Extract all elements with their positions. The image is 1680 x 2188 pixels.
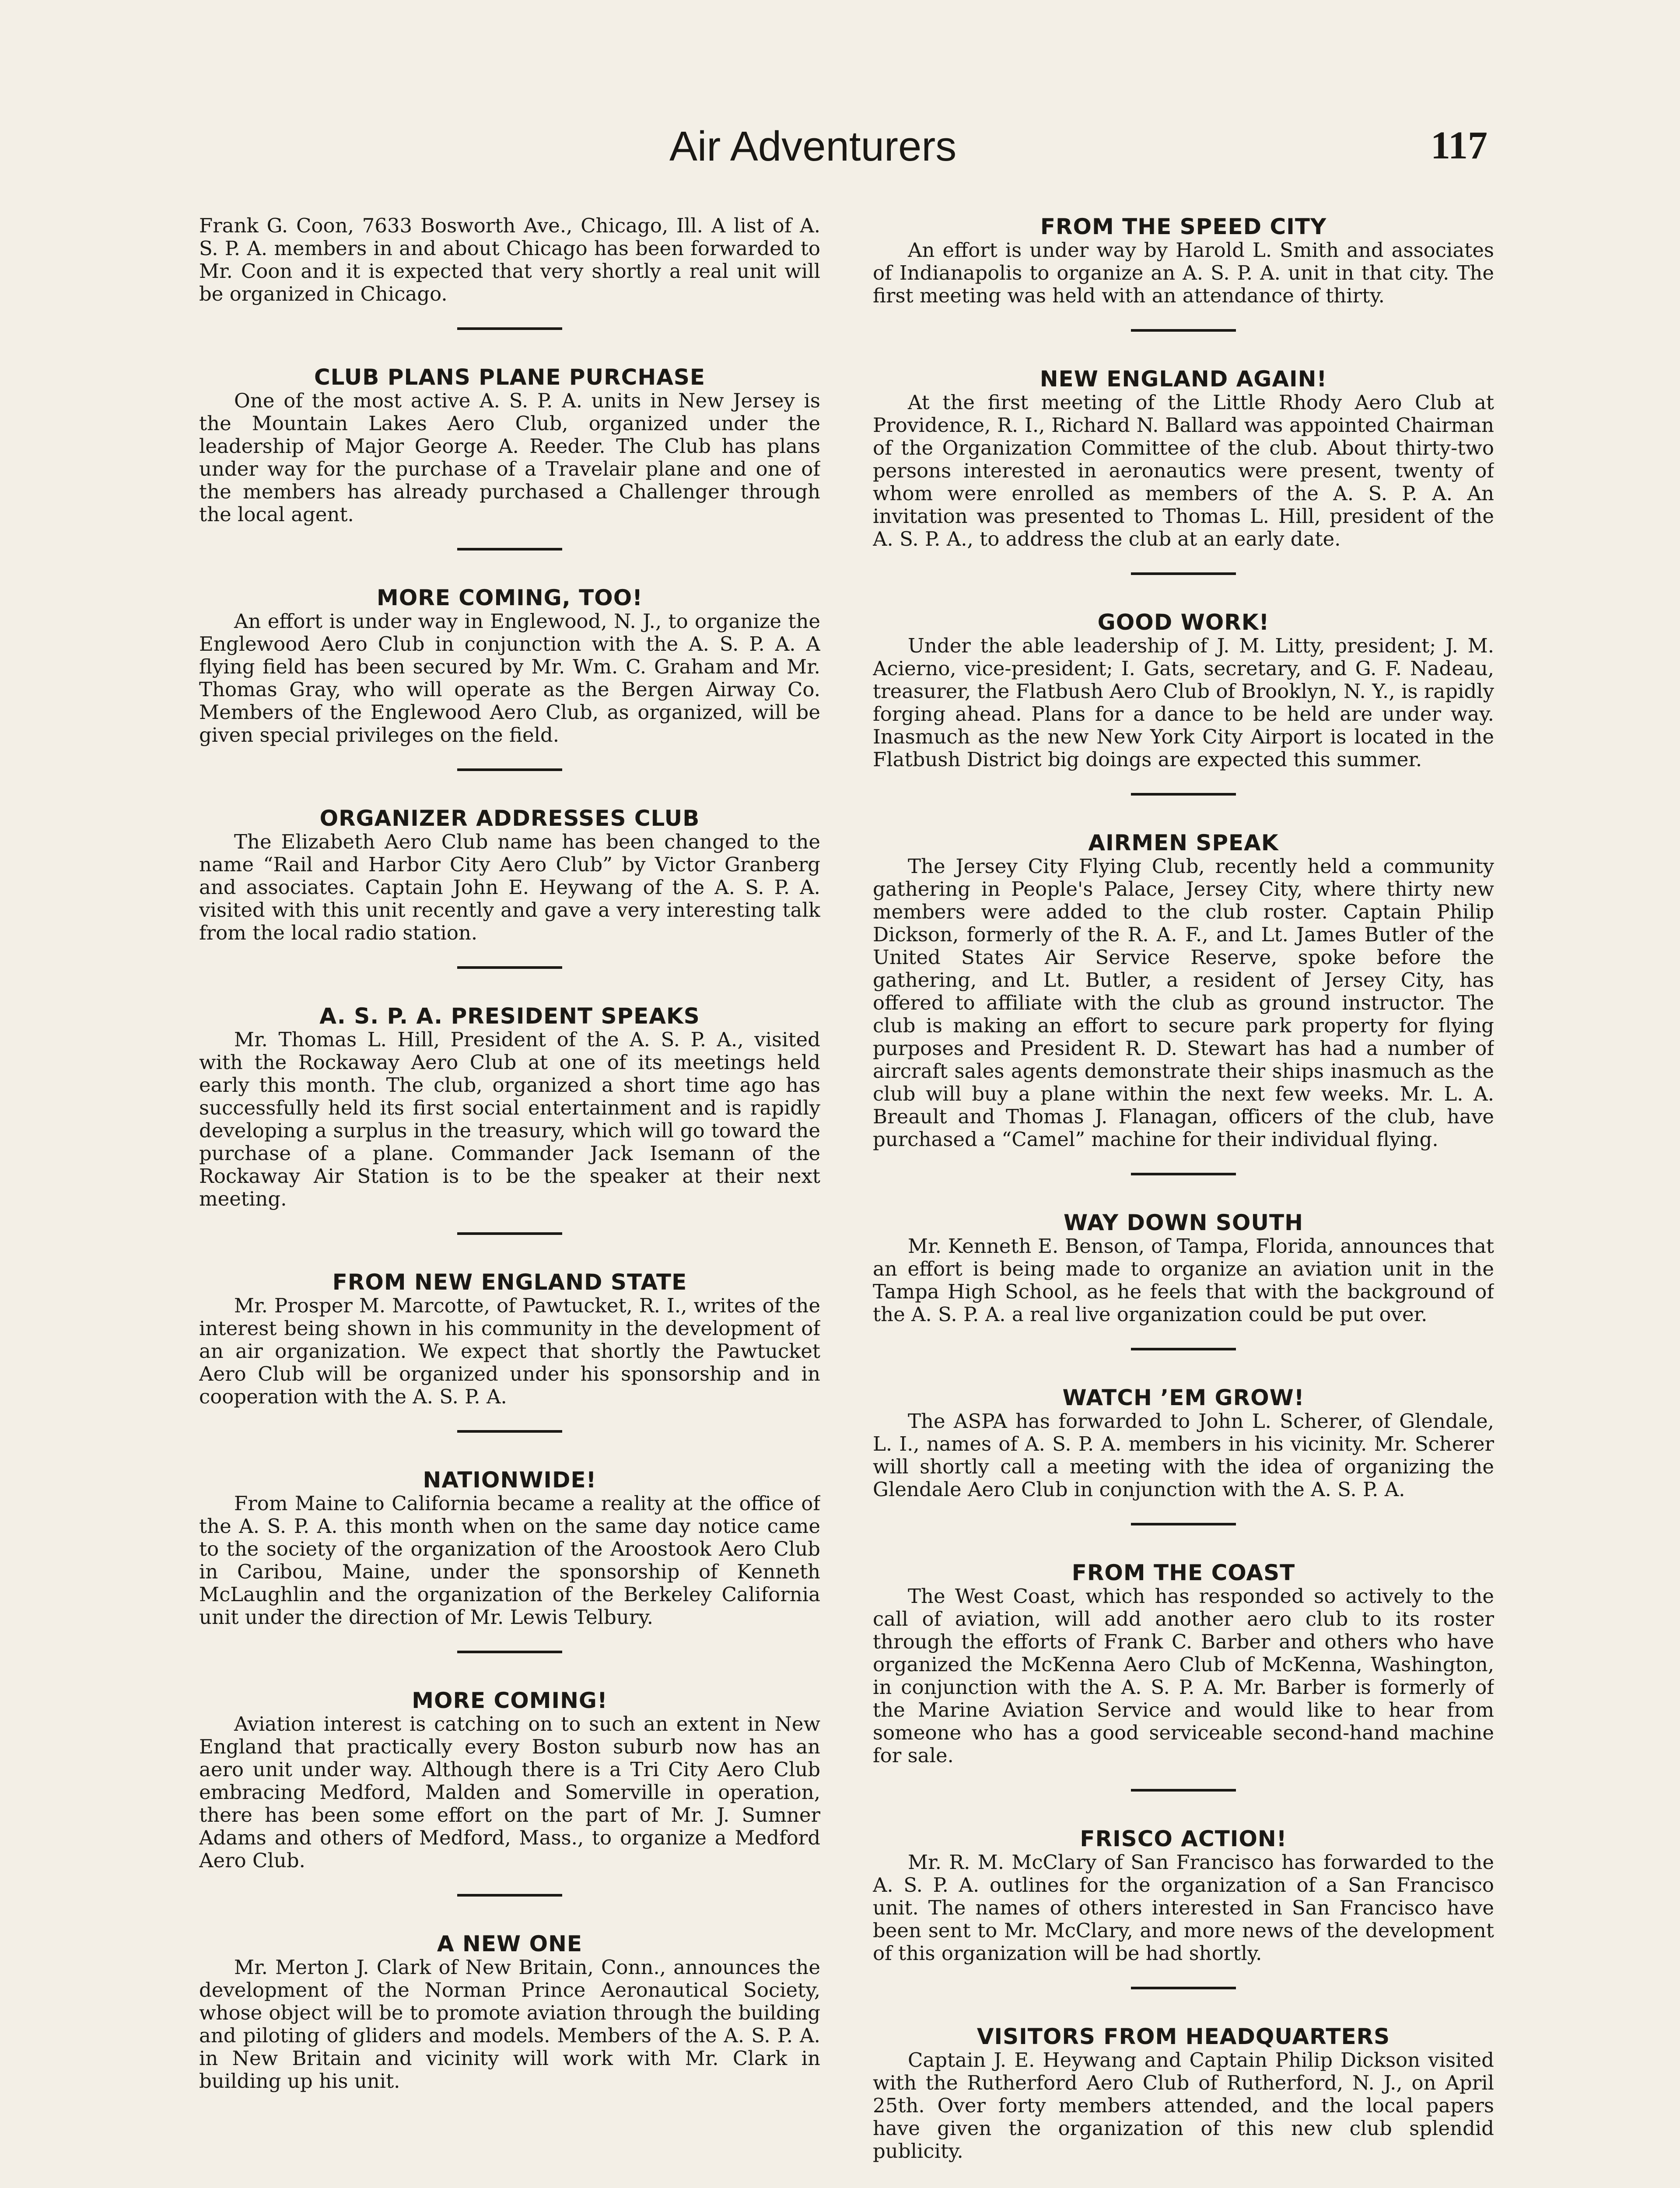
article-body: The Jersey City Flying Club, recently held a community gathering in People's Palace, Jersey City, where thirty new members were added to the club roster. Captain Philip Dickson, formerly of the R. A. F., and Lt. James Butler of the United States Air Service Reserve, spoke before the gathering, and Lt. Butler, a resident of Jersey City, has offered to affiliate with the club as ground instructor. The club is making an effort to secure park property for flying purposes and President R. D. Stewart has had a number of aircraft sales agents demonstrate their ships inasmuch as the club will buy a plane within the next few weeks. Mr. L. A. Breault and Thomas J. Flanagan, officers of the club, have purchased a “Camel” machine for their individual flying. [873, 855, 1494, 1151]
section-divider [1131, 1173, 1236, 1175]
article [873, 367, 1494, 551]
section-divider [1131, 572, 1236, 575]
article [873, 610, 1494, 771]
section-divider [1131, 793, 1236, 796]
article [199, 1468, 820, 1629]
article-heading: FROM THE SPEED CITY [1040, 214, 1327, 239]
article-heading: FRISCO ACTION! [1080, 1826, 1287, 1851]
article [873, 2024, 1494, 2163]
article [199, 1932, 820, 2093]
article-body: Mr. Merton J. Clark of New Britain, Conn., announces the development of the Norman Prince Aeronautical Society, whose object will be to promote aviation through the building and piloting of gliders and models. Members of the A. S. P. A. in New Britain and vicinity will work with Mr. Clark in building up his unit. [199, 1956, 820, 2093]
article [873, 1385, 1494, 1501]
article-body: At the first meeting of the Little Rhody Aero Club at Providence, R. I., Richard N. Ballard was appointed Chairman of the Organization Committee of the club. About thirty-two persons interested in aeronautics were present, twenty of whom were enrolled as members of the A. S. P. A. An invitation was presented to Thomas L. Hill, president of the A. S. P. A., to address the club at an early date. [873, 391, 1494, 551]
article-body: The ASPA has forwarded to John L. Scherer, of Glendale, L. I., names of A. S. P. A. members in his vicinity. Mr. Scherer will shortly call a meeting with the idea of organizing the Glendale Aero Club in conjunction with the A. S. P. A. [873, 1410, 1494, 1501]
page-title: Air Adventurers [669, 123, 957, 170]
left-column [199, 214, 820, 2188]
article-heading: WATCH ’EM GROW! [1062, 1385, 1305, 1410]
article-body: One of the most active A. S. P. A. units in New Jersey is the Mountain Lakes Aero Club, organized under the leadership of Major George A. Reeder. The Club has plans under way for the purchase of a Travelair plane and one of the members has already purchased a Challenger through the local agent. [199, 389, 820, 526]
article-heading: FROM NEW ENGLAND STATE [332, 1269, 687, 1295]
article-body: An effort is under way by Harold L. Smith and associates of Indianapolis to organize an A. S. P. A. unit in that city. The first meeting was held with an attendance of thirty. [873, 238, 1494, 307]
article-body: Mr. Kenneth E. Benson, of Tampa, Florida, announces that an effort is being made to organize an aviation unit in the Tampa High School, as he feels that with the background of the A. S. P. A. a real live organization could be put over. [873, 1234, 1494, 1326]
section-divider [1131, 1348, 1236, 1350]
article-body: An effort is under way in Englewood, N. J., to organize the Englewood Aero Club in conjunction with the A. S. P. A. A flying field has been secured by Mr. Wm. C. Graham and Mr. Thomas Gray, who will operate as the Bergen Airway Co. Members of the Englewood Aero Club, as organized, will be given special privileges on the field. [199, 610, 820, 747]
article-heading: FROM THE COAST [1071, 1560, 1295, 1585]
article [199, 1004, 820, 1210]
section-divider [1131, 1789, 1236, 1792]
article [199, 1270, 820, 1408]
article-body: The Elizabeth Aero Club name has been changed to the name “Rail and Harbor City Aero Club” by Victor Granberg and associates. Captain John E. Heywang of the A. S. P. A. visited with this unit recently and gave a very interesting talk from the local radio station. [199, 830, 820, 944]
article-heading: AIRMEN SPEAK [1088, 830, 1279, 856]
article-heading: NATIONWIDE! [423, 1467, 597, 1493]
article-body: Under the able leadership of J. M. Litty, president; J. M. Acierno, vice-president; I. Gats, secretary, and G. F. Nadeau, treasurer, the Flatbush Aero Club of Brooklyn, N. Y., is rapidly forging ahead. Plans for a dance to be held are under way. Inasmuch as the new New York City Airport is located in the Flatbush District big doings are expected this summer. [873, 634, 1494, 771]
article-body: Mr. R. M. McClary of San Francisco has forwarded to the A. S. P. A. outlines for the organization of a San Francisco unit. The names of others interested in San Francisco have been sent to Mr. McClary, and more news of the development of this organization will be had shortly. [873, 1851, 1494, 1965]
article [873, 831, 1494, 1151]
section-divider [1131, 1523, 1236, 1525]
section-divider [1131, 329, 1236, 332]
page-header [0, 109, 1680, 179]
article-body: Mr. Thomas L. Hill, President of the A. S. P. A., visited with the Rockaway Aero Club at one of its meetings held early this month. The club, organized a short time ago has successfully held its first social entertainment and is rapidly developing a surplus in the treasury, which will go toward the purchase of a plane. Commander Jack Isemann of the Rockaway Air Station is to be the speaker at their next meeting. [199, 1028, 820, 1210]
article-body: Aviation interest is catching on to such an extent in New England that practically every Boston suburb now has an aero unit under way. Although there is a Tri City Aero Club embracing Medford, Malden and Somerville in operation, there has been some effort on the part of Mr. J. Sumner Adams and others of Medford, Mass., to organize a Medford Aero Club. [199, 1712, 820, 1872]
section-divider [457, 327, 562, 330]
page-number: 117 [1431, 124, 1488, 167]
article-body: The West Coast, which has responded so actively to the call of aviation, will add another aero club to its roster through the efforts of Frank C. Barber and others who have organized the McKenna Aero Club of McKenna, Washington, in conjunction with the A. S. P. A. Mr. Barber is formerly of the Marine Aviation Service and would like to hear from someone who has a good serviceable second-hand machine for sale. [873, 1585, 1494, 1767]
section-divider [457, 1430, 562, 1433]
article-heading: CLUB PLANS PLANE PURCHASE [314, 365, 706, 390]
article [199, 806, 820, 944]
article-body: Captain J. E. Heywang and Captain Philip Dickson visited with the Rutherford Aero Club of Rutherford, N. J., on April 25th. Over forty members attended, and the local papers have given the organization of this new club splendid publicity. [873, 2048, 1494, 2163]
article-body: From Maine to California became a reality at the office of the A. S. P. A. this month when on the same day notice came to the society of the organization of the Aroostook Aero Club in Caribou, Maine, under the sponsorship of Kenneth McLaughlin and the organization of the Berkeley California unit under the direction of Mr. Lewis Telbury. [199, 1492, 820, 1629]
article-body: Frank G. Coon, 7633 Bosworth Ave., Chicago, Ill. A list of A. S. P. A. members in and about Chicago has been forwarded to Mr. Coon and it is expected that very shortly a real unit will be organized in Chicago. [199, 214, 820, 305]
section-divider [457, 768, 562, 771]
article-heading: A. S. P. A. PRESIDENT SPEAKS [319, 1003, 700, 1029]
right-column [873, 214, 1494, 2188]
article-heading: A NEW ONE [437, 1931, 583, 1957]
article [873, 1827, 1494, 1965]
article [873, 1210, 1494, 1326]
section-divider [457, 1894, 562, 1897]
article-body: Mr. Prosper M. Marcotte, of Pawtucket, R. I., writes of the interest being shown in his community in the development of an air organization. We expect that shortly the Pawtucket Aero Club will be organized under his sponsorship and in cooperation with the A. S. P. A. [199, 1294, 820, 1408]
article-heading: ORGANIZER ADDRESSES CLUB [319, 806, 700, 831]
article-heading: WAY DOWN SOUTH [1064, 1210, 1303, 1235]
article [199, 1688, 820, 1872]
article-heading: VISITORS FROM HEADQUARTERS [976, 2024, 1390, 2049]
intro-article [199, 214, 820, 305]
article [873, 214, 1494, 307]
section-divider [1131, 1987, 1236, 1989]
article [199, 365, 820, 526]
article [873, 1560, 1494, 1767]
section-divider [457, 548, 562, 551]
section-divider [457, 1651, 562, 1653]
section-divider [457, 966, 562, 969]
article-heading: GOOD WORK! [1097, 610, 1270, 635]
article-heading: MORE COMING! [412, 1688, 608, 1713]
article-heading: NEW ENGLAND AGAIN! [1040, 366, 1327, 392]
article [199, 586, 820, 747]
section-divider [457, 1232, 562, 1235]
article-heading: MORE COMING, TOO! [376, 585, 643, 610]
